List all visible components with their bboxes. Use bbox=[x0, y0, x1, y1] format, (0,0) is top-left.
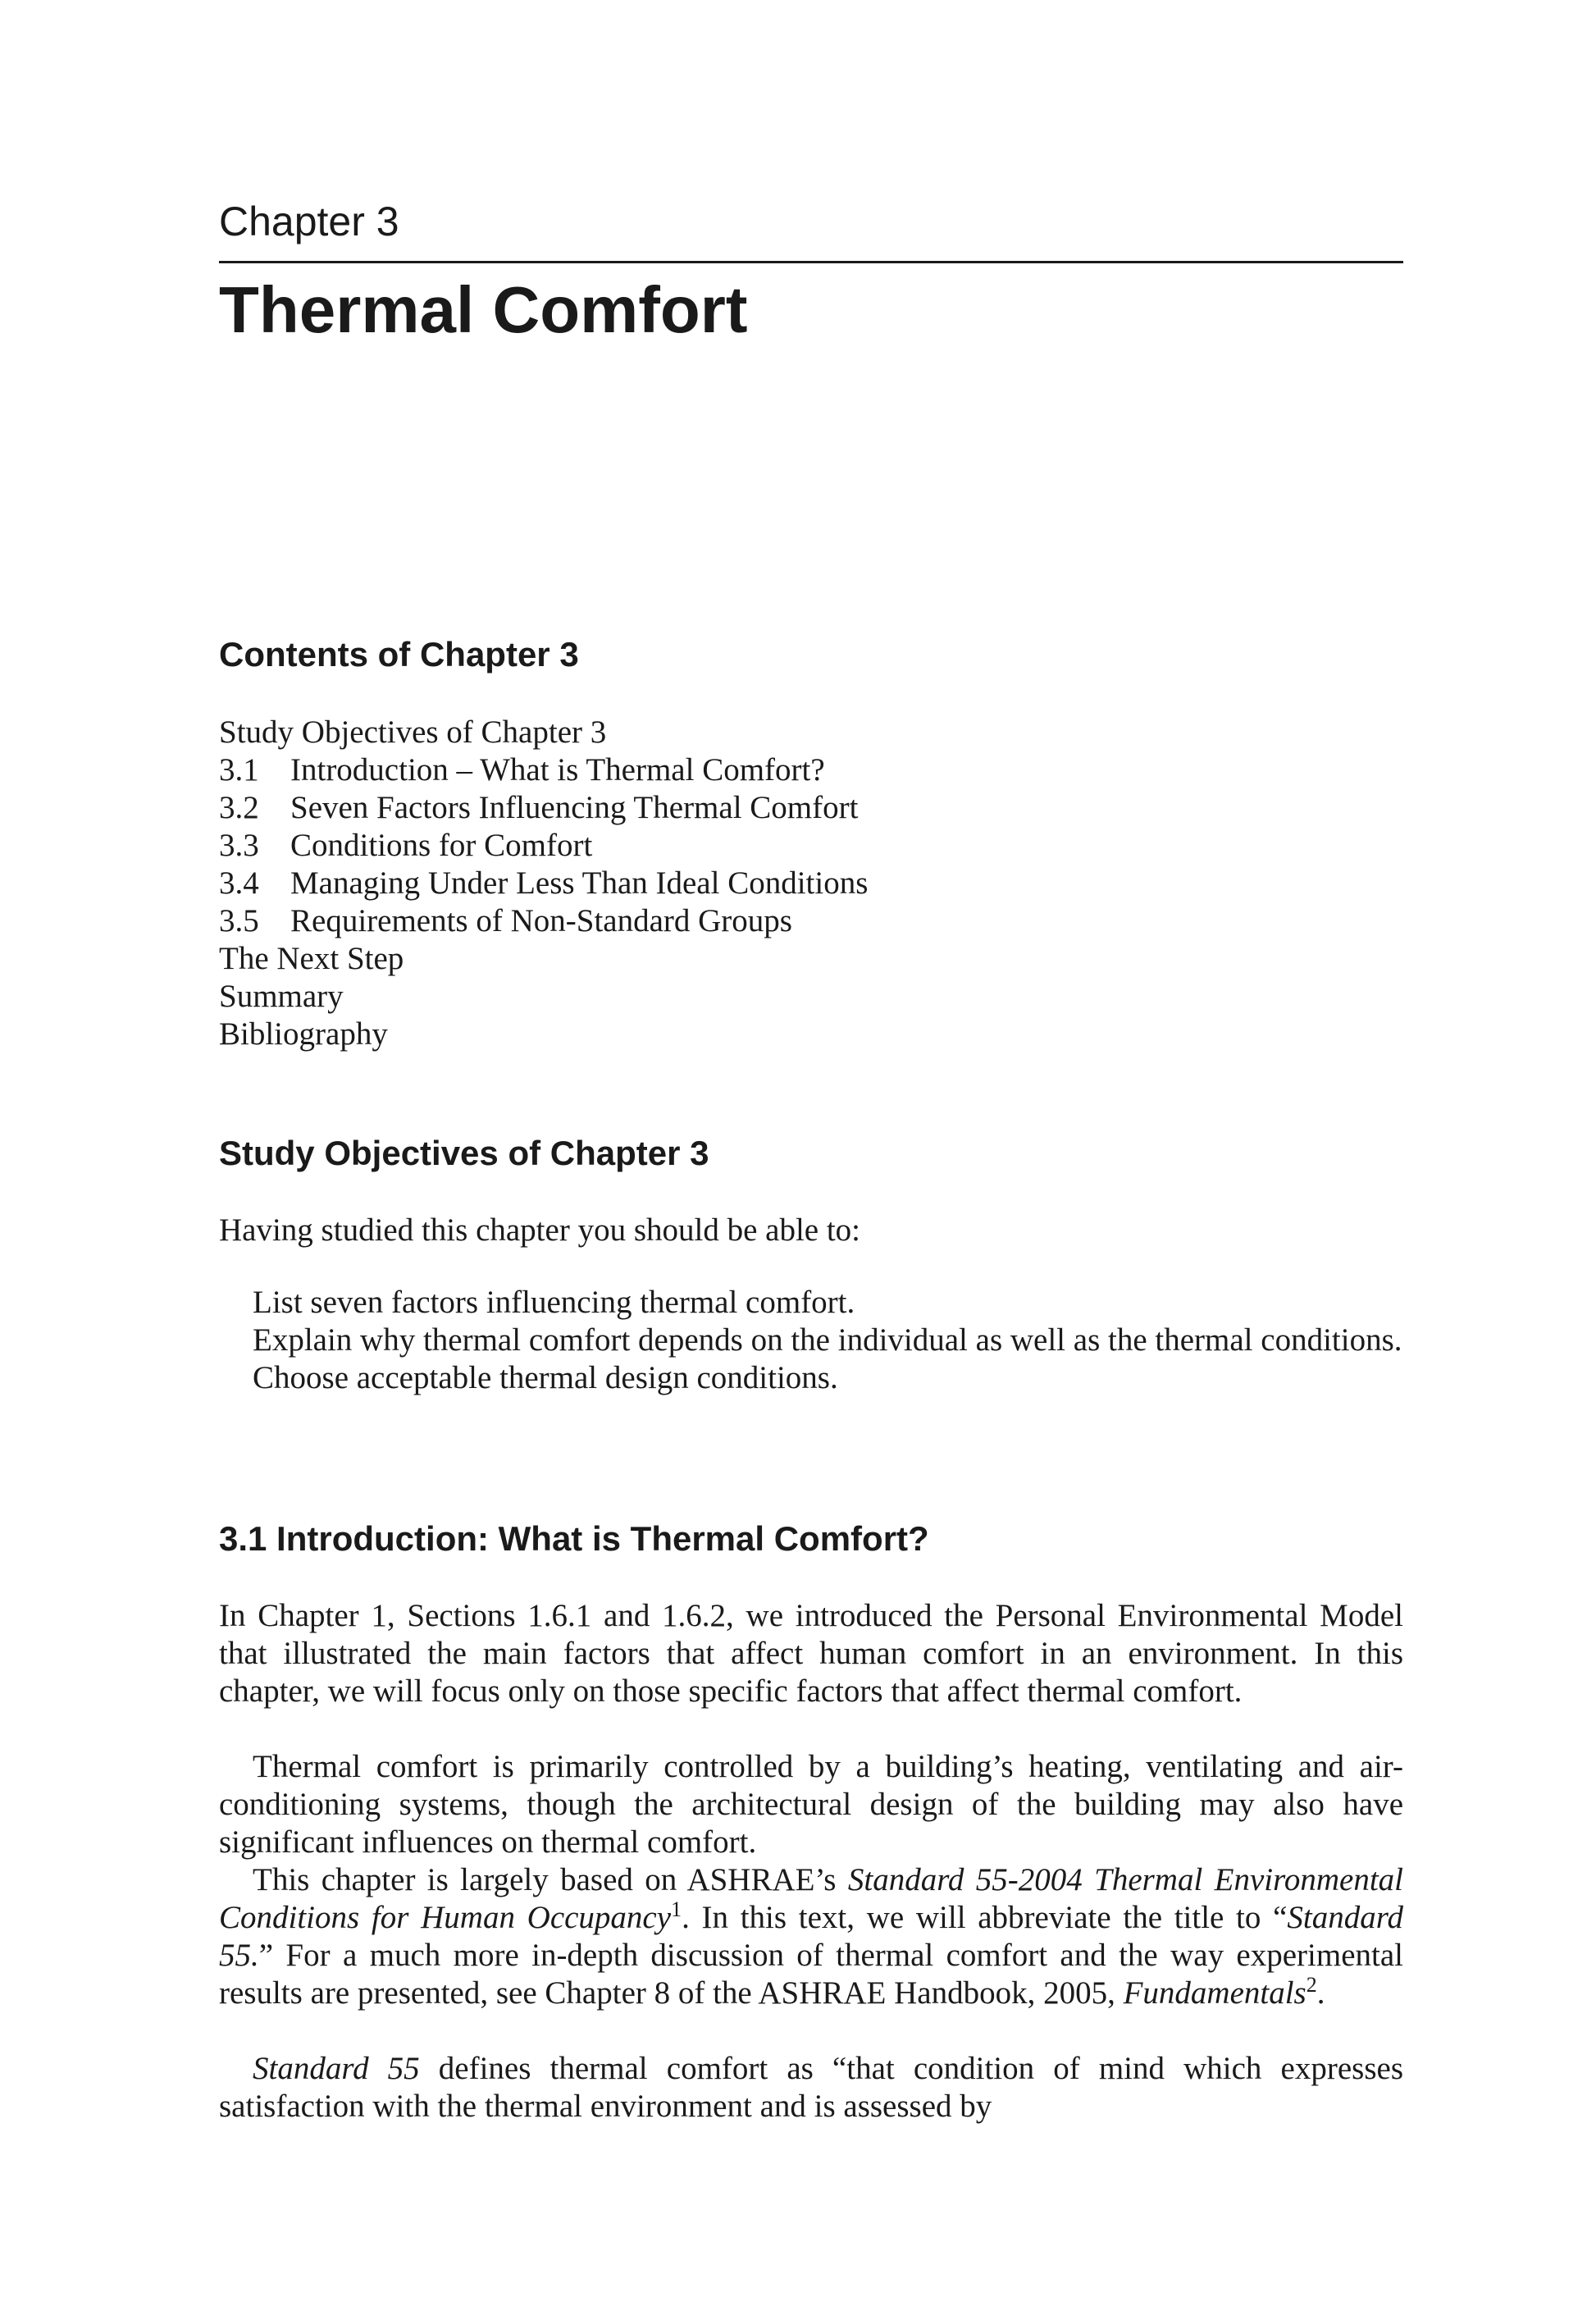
toc-item-text: Study Objectives of Chapter 3 bbox=[219, 715, 607, 750]
p3-standard-title: Standard 55-2004 Thermal Environmental Conditions for Human Occupancy bbox=[219, 1862, 1404, 1935]
toc-item-text: Seven Factors Influencing Thermal Comfort bbox=[290, 790, 859, 825]
paragraph-3 bbox=[219, 1861, 1403, 2012]
toc-item bbox=[219, 1016, 868, 1053]
toc-item bbox=[219, 714, 868, 751]
toc-item-number: 3.1 bbox=[219, 752, 259, 788]
toc-item bbox=[219, 940, 868, 978]
p3-text: ” For a much more in-depth discussion of thermal comfort and the way experimental results are presented, see Chapter 8 of the ASHRAE Handbook, 2005, bbox=[219, 1938, 1403, 2011]
toc-item bbox=[219, 789, 868, 827]
objective-item: List seven factors influencing thermal comfort. bbox=[253, 1285, 855, 1320]
p3-fundamentals: Fundamentals bbox=[1123, 1975, 1306, 2011]
p3-text: This chapter is largely based on ASHRAE’s bbox=[253, 1862, 848, 1897]
toc-item bbox=[219, 865, 868, 902]
toc-item bbox=[219, 827, 868, 865]
toc-item-text: Managing Under Less Than Ideal Conditions bbox=[290, 865, 869, 901]
objectives-intro: Having studied this chapter you should be able to: bbox=[219, 1212, 861, 1248]
paragraph-1: In Chapter 1, Sections 1.6.1 and 1.6.2, we introduced the Personal Environmental Model that illustrated the main factors that affect human comfort in an environment. In this chapter, we will focus only on those specific factors that affect thermal comfort. bbox=[219, 1598, 1403, 1709]
toc-item-text: Bibliography bbox=[219, 1016, 388, 1052]
toc-item bbox=[219, 902, 868, 940]
toc-item-text: Requirements of Non-Standard Groups bbox=[290, 903, 792, 938]
chapter-rule bbox=[219, 261, 1403, 263]
p4-text: defines thermal comfort as “that condition of mind which expresses satisfaction with the thermal environment and is assessed by bbox=[219, 2051, 1403, 2124]
contents-heading: Contents of Chapter 3 bbox=[219, 635, 579, 673]
paragraph-4 bbox=[219, 2050, 1403, 2125]
section-3-1-heading: 3.1 Introduction: What is Thermal Comfort? bbox=[219, 1519, 929, 1558]
p3-text: . In this text, we will abbreviate the title to “ bbox=[682, 1900, 1288, 1935]
toc-item bbox=[219, 751, 868, 789]
toc-item-text: Summary bbox=[219, 979, 344, 1014]
objective-item: Explain why thermal comfort depends on the individual as well as the thermal conditions. bbox=[253, 1322, 1402, 1358]
paragraph-2: Thermal comfort is primarily controlled by a building’s heating, ventilating and air-conditioning systems, though the architectural design of the building may also have significant influences on thermal comfort. bbox=[219, 1749, 1403, 1860]
chapter-title: Thermal Comfort bbox=[219, 273, 748, 346]
footnote-ref-2: 2 bbox=[1306, 1973, 1317, 1997]
toc-item-text: The Next Step bbox=[219, 941, 404, 976]
objective-item: Choose acceptable thermal design conditions. bbox=[253, 1360, 838, 1395]
p3-text: . bbox=[1316, 1975, 1325, 2011]
book-page bbox=[219, 0, 1403, 2324]
toc-item bbox=[219, 978, 868, 1016]
objectives-list bbox=[253, 1284, 1403, 1397]
chapter-label: Chapter 3 bbox=[219, 199, 399, 244]
toc-item-number: 3.4 bbox=[219, 865, 259, 901]
toc-item-number: 3.5 bbox=[219, 903, 259, 938]
toc-item-number: 3.2 bbox=[219, 790, 259, 825]
toc-item-text: Introduction – What is Thermal Comfort? bbox=[290, 752, 825, 788]
p3-standard-abbrev: Standard 55. bbox=[219, 1900, 1403, 1973]
contents-list bbox=[219, 714, 868, 1053]
toc-item-number: 3.3 bbox=[219, 828, 259, 863]
p4-standard-55: Standard 55 bbox=[253, 2051, 420, 2086]
footnote-ref-1: 1 bbox=[671, 1897, 682, 1921]
toc-item-text: Conditions for Comfort bbox=[290, 828, 593, 863]
objectives-heading: Study Objectives of Chapter 3 bbox=[219, 1134, 709, 1172]
